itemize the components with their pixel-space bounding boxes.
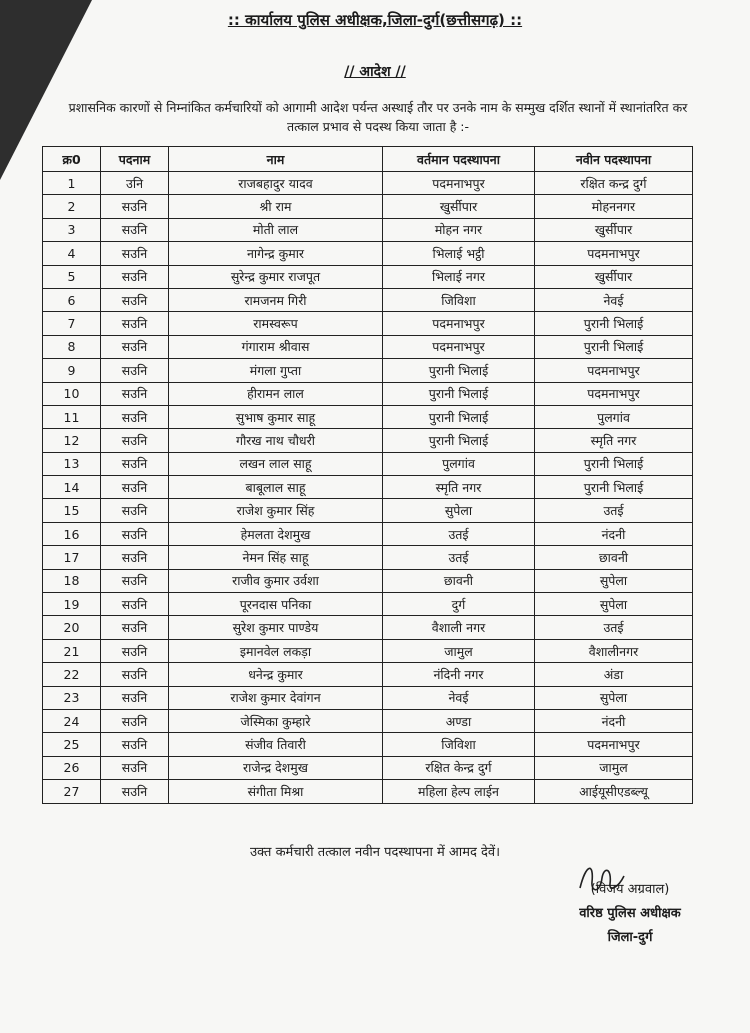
cell-name: राजीव कुमार उर्वशा xyxy=(169,569,383,592)
signatory-designation: वरिष्ठ पुलिस अधीक्षक xyxy=(579,906,681,921)
cell-serial: 16 xyxy=(43,522,101,545)
cell-serial: 6 xyxy=(43,288,101,311)
table-row xyxy=(43,756,693,779)
cell-current-posting: वैशाली नगर xyxy=(383,616,535,639)
cell-serial: 3 xyxy=(43,218,101,241)
cell-designation: सउनि xyxy=(101,335,169,358)
header-new-posting: नवीन पदस्थापना xyxy=(535,147,693,172)
header-current-posting: वर्तमान पदस्थापना xyxy=(383,147,535,172)
cell-new-posting: पुलगांव xyxy=(535,405,693,428)
header-serial: क्र0 xyxy=(43,147,101,172)
cell-serial: 22 xyxy=(43,663,101,686)
cell-new-posting: उतई xyxy=(535,499,693,522)
table-row xyxy=(43,593,693,616)
cell-designation: सउनि xyxy=(101,265,169,288)
cell-name: रामजनम गिरी xyxy=(169,288,383,311)
table-row xyxy=(43,405,693,428)
cell-name: धनेन्द्र कुमार xyxy=(169,663,383,686)
cell-current-posting: पुरानी भिलाई xyxy=(383,359,535,382)
cell-designation: सउनि xyxy=(101,522,169,545)
table-row xyxy=(43,429,693,452)
cell-designation: सउनि xyxy=(101,312,169,335)
cell-new-posting: अंडा xyxy=(535,663,693,686)
cell-serial: 25 xyxy=(43,733,101,756)
table-row xyxy=(43,218,693,241)
intro-paragraph: प्रशासनिक कारणों से निम्नांकित कर्मचारियों को आगामी आदेश पर्यन्त अस्थाई तौर पर उनके नाम के सम्मुख दर्शित स्थानों में स्थानांतरित कर तत्काल प्रभाव से पदस्थ किया जाता है :- xyxy=(68,100,688,134)
cell-current-posting: महिला हेल्प लाईन xyxy=(383,780,535,803)
table-row xyxy=(43,265,693,288)
cell-serial: 27 xyxy=(43,780,101,803)
table-row xyxy=(43,172,693,195)
cell-new-posting: पदमनाभपुर xyxy=(535,242,693,265)
cell-name: सुभाष कुमार साहू xyxy=(169,405,383,428)
table-row xyxy=(43,312,693,335)
cell-designation: सउनि xyxy=(101,546,169,569)
cell-new-posting: पुरानी भिलाई xyxy=(535,335,693,358)
table-row xyxy=(43,359,693,382)
cell-new-posting: पुरानी भिलाई xyxy=(535,476,693,499)
cell-name: लखन लाल साहू xyxy=(169,452,383,475)
cell-designation: सउनि xyxy=(101,733,169,756)
cell-designation: सउनि xyxy=(101,452,169,475)
cell-new-posting: पदमनाभपुर xyxy=(535,382,693,405)
cell-serial: 9 xyxy=(43,359,101,382)
table-row xyxy=(43,452,693,475)
cell-name: श्री राम xyxy=(169,195,383,218)
cell-new-posting: रक्षित कन्द्र दुर्ग xyxy=(535,172,693,195)
cell-current-posting: भिलाई भट्ठी xyxy=(383,242,535,265)
cell-current-posting: सुपेला xyxy=(383,499,535,522)
cell-serial: 11 xyxy=(43,405,101,428)
table-row xyxy=(43,522,693,545)
cell-new-posting: मोहननगर xyxy=(535,195,693,218)
cell-current-posting: दुर्ग xyxy=(383,593,535,616)
cell-new-posting: नंदनी xyxy=(535,709,693,732)
cell-current-posting: नंदिनी नगर xyxy=(383,663,535,686)
cell-designation: सउनि xyxy=(101,499,169,522)
cell-new-posting: पुरानी भिलाई xyxy=(535,312,693,335)
table-row xyxy=(43,195,693,218)
header-designation: पदनाम xyxy=(101,147,169,172)
cell-serial: 1 xyxy=(43,172,101,195)
cell-new-posting: नंदनी xyxy=(535,522,693,545)
cell-current-posting: जामुल xyxy=(383,639,535,662)
cell-serial: 19 xyxy=(43,593,101,616)
cell-serial: 23 xyxy=(43,686,101,709)
table-row xyxy=(43,569,693,592)
table-row xyxy=(43,663,693,686)
cell-designation: सउनि xyxy=(101,780,169,803)
cell-current-posting: नेवई xyxy=(383,686,535,709)
table-row xyxy=(43,476,693,499)
table-row xyxy=(43,639,693,662)
cell-name: हेमलता देशमुख xyxy=(169,522,383,545)
signatory-place: जिला-दुर्ग xyxy=(607,930,653,945)
cell-serial: 12 xyxy=(43,429,101,452)
cell-designation: सउनि xyxy=(101,569,169,592)
cell-name: राजेश कुमार सिंह xyxy=(169,499,383,522)
cell-serial: 17 xyxy=(43,546,101,569)
cell-new-posting: स्मृति नगर xyxy=(535,429,693,452)
cell-current-posting: खुर्सीपार xyxy=(383,195,535,218)
cell-serial: 18 xyxy=(43,569,101,592)
cell-serial: 4 xyxy=(43,242,101,265)
cell-serial: 8 xyxy=(43,335,101,358)
cell-current-posting: भिलाई नगर xyxy=(383,265,535,288)
cell-name: जेस्मिका कुम्हारे xyxy=(169,709,383,732)
cell-name: गंगाराम श्रीवास xyxy=(169,335,383,358)
cell-name: राजबहादुर यादव xyxy=(169,172,383,195)
cell-new-posting: जामुल xyxy=(535,756,693,779)
signature-block xyxy=(520,878,740,950)
cell-current-posting: छावनी xyxy=(383,569,535,592)
cell-name: सुरेश कुमार पाण्डेय xyxy=(169,616,383,639)
cell-current-posting: स्मृति नगर xyxy=(383,476,535,499)
cell-name: संगीता मिश्रा xyxy=(169,780,383,803)
cell-designation: सउनि xyxy=(101,616,169,639)
cell-designation: सउनि xyxy=(101,756,169,779)
cell-new-posting: नेवई xyxy=(535,288,693,311)
cell-name: नागेन्द्र कुमार xyxy=(169,242,383,265)
cell-new-posting: सुपेला xyxy=(535,569,693,592)
cell-designation: उनि xyxy=(101,172,169,195)
table-header-row xyxy=(43,147,693,172)
cell-name: बाबूलाल साहू xyxy=(169,476,383,499)
table-body xyxy=(43,172,693,804)
cell-current-posting: जिविशा xyxy=(383,288,535,311)
cell-designation: सउनि xyxy=(101,593,169,616)
transfer-table xyxy=(42,146,693,804)
cell-current-posting: मोहन नगर xyxy=(383,218,535,241)
cell-new-posting: सुपेला xyxy=(535,593,693,616)
office-header: :: कार्यालय पुलिस अधीक्षक,जिला-दुर्ग(छत्तीसगढ़) :: xyxy=(227,11,523,29)
cell-serial: 13 xyxy=(43,452,101,475)
cell-designation: सउनि xyxy=(101,476,169,499)
table-row xyxy=(43,546,693,569)
cell-name: गौरख नाथ चौधरी xyxy=(169,429,383,452)
table-row xyxy=(43,780,693,803)
signatory-name: (विजय अग्रवाल) xyxy=(590,882,670,897)
cell-name: हीरामन लाल xyxy=(169,382,383,405)
cell-current-posting: पदमनाभपुर xyxy=(383,172,535,195)
table-row xyxy=(43,616,693,639)
cell-designation: सउनि xyxy=(101,218,169,241)
table-row xyxy=(43,288,693,311)
cell-designation: सउनि xyxy=(101,359,169,382)
cell-designation: सउनि xyxy=(101,288,169,311)
cell-serial: 10 xyxy=(43,382,101,405)
cell-current-posting: पदमनाभपुर xyxy=(383,312,535,335)
cell-current-posting: पुरानी भिलाई xyxy=(383,382,535,405)
cell-current-posting: पुलगांव xyxy=(383,452,535,475)
cell-new-posting: आईयूसीएडब्ल्यू xyxy=(535,780,693,803)
cell-serial: 24 xyxy=(43,709,101,732)
cell-current-posting: पुरानी भिलाई xyxy=(383,405,535,428)
cell-name: पूरनदास पनिका xyxy=(169,593,383,616)
cell-serial: 7 xyxy=(43,312,101,335)
cell-serial: 21 xyxy=(43,639,101,662)
cell-serial: 20 xyxy=(43,616,101,639)
cell-serial: 2 xyxy=(43,195,101,218)
cell-current-posting: उतई xyxy=(383,522,535,545)
table-row xyxy=(43,733,693,756)
cell-current-posting: उतई xyxy=(383,546,535,569)
cell-new-posting: उतई xyxy=(535,616,693,639)
cell-serial: 5 xyxy=(43,265,101,288)
cell-designation: सउनि xyxy=(101,663,169,686)
cell-current-posting: पुरानी भिलाई xyxy=(383,429,535,452)
cell-name: राजेन्द्र देशमुख xyxy=(169,756,383,779)
cell-name: राजेश कुमार देवांगन xyxy=(169,686,383,709)
cell-new-posting: छावनी xyxy=(535,546,693,569)
cell-new-posting: पदमनाभपुर xyxy=(535,359,693,382)
cell-current-posting: पदमनाभपुर xyxy=(383,335,535,358)
cell-name: संजीव तिवारी xyxy=(169,733,383,756)
cell-new-posting: पदमनाभपुर xyxy=(535,733,693,756)
table-row xyxy=(43,686,693,709)
table-row xyxy=(43,499,693,522)
table-row xyxy=(43,242,693,265)
cell-current-posting: जिविशा xyxy=(383,733,535,756)
cell-designation: सउनि xyxy=(101,686,169,709)
table-row xyxy=(43,382,693,405)
cell-designation: सउनि xyxy=(101,429,169,452)
cell-name: रामस्वरूप xyxy=(169,312,383,335)
cell-new-posting: वैशालीनगर xyxy=(535,639,693,662)
cell-name: मंगला गुप्ता xyxy=(169,359,383,382)
cell-new-posting: सुपेला xyxy=(535,686,693,709)
cell-designation: सउनि xyxy=(101,195,169,218)
cell-name: नेमन सिंह साहू xyxy=(169,546,383,569)
footer-note: उक्त कर्मचारी तत्काल नवीन पदस्थापना में आमद देवें। xyxy=(249,845,501,860)
header-name: नाम xyxy=(169,147,383,172)
cell-serial: 26 xyxy=(43,756,101,779)
table-row xyxy=(43,709,693,732)
cell-name: इमानवेल लकड़ा xyxy=(169,639,383,662)
cell-new-posting: खुर्सीपार xyxy=(535,265,693,288)
cell-designation: सउनि xyxy=(101,382,169,405)
cell-new-posting: पुरानी भिलाई xyxy=(535,452,693,475)
cell-name: सुरेन्द्र कुमार राजपूत xyxy=(169,265,383,288)
cell-designation: सउनि xyxy=(101,405,169,428)
order-title: // आदेश // xyxy=(344,64,406,80)
cell-designation: सउनि xyxy=(101,242,169,265)
cell-serial: 15 xyxy=(43,499,101,522)
cell-serial: 14 xyxy=(43,476,101,499)
cell-designation: सउनि xyxy=(101,639,169,662)
cell-name: मोती लाल xyxy=(169,218,383,241)
table-row xyxy=(43,335,693,358)
cell-designation: सउनि xyxy=(101,709,169,732)
cell-new-posting: खुर्सीपार xyxy=(535,218,693,241)
cell-current-posting: अण्डा xyxy=(383,709,535,732)
cell-current-posting: रक्षित केन्द्र दुर्ग xyxy=(383,756,535,779)
